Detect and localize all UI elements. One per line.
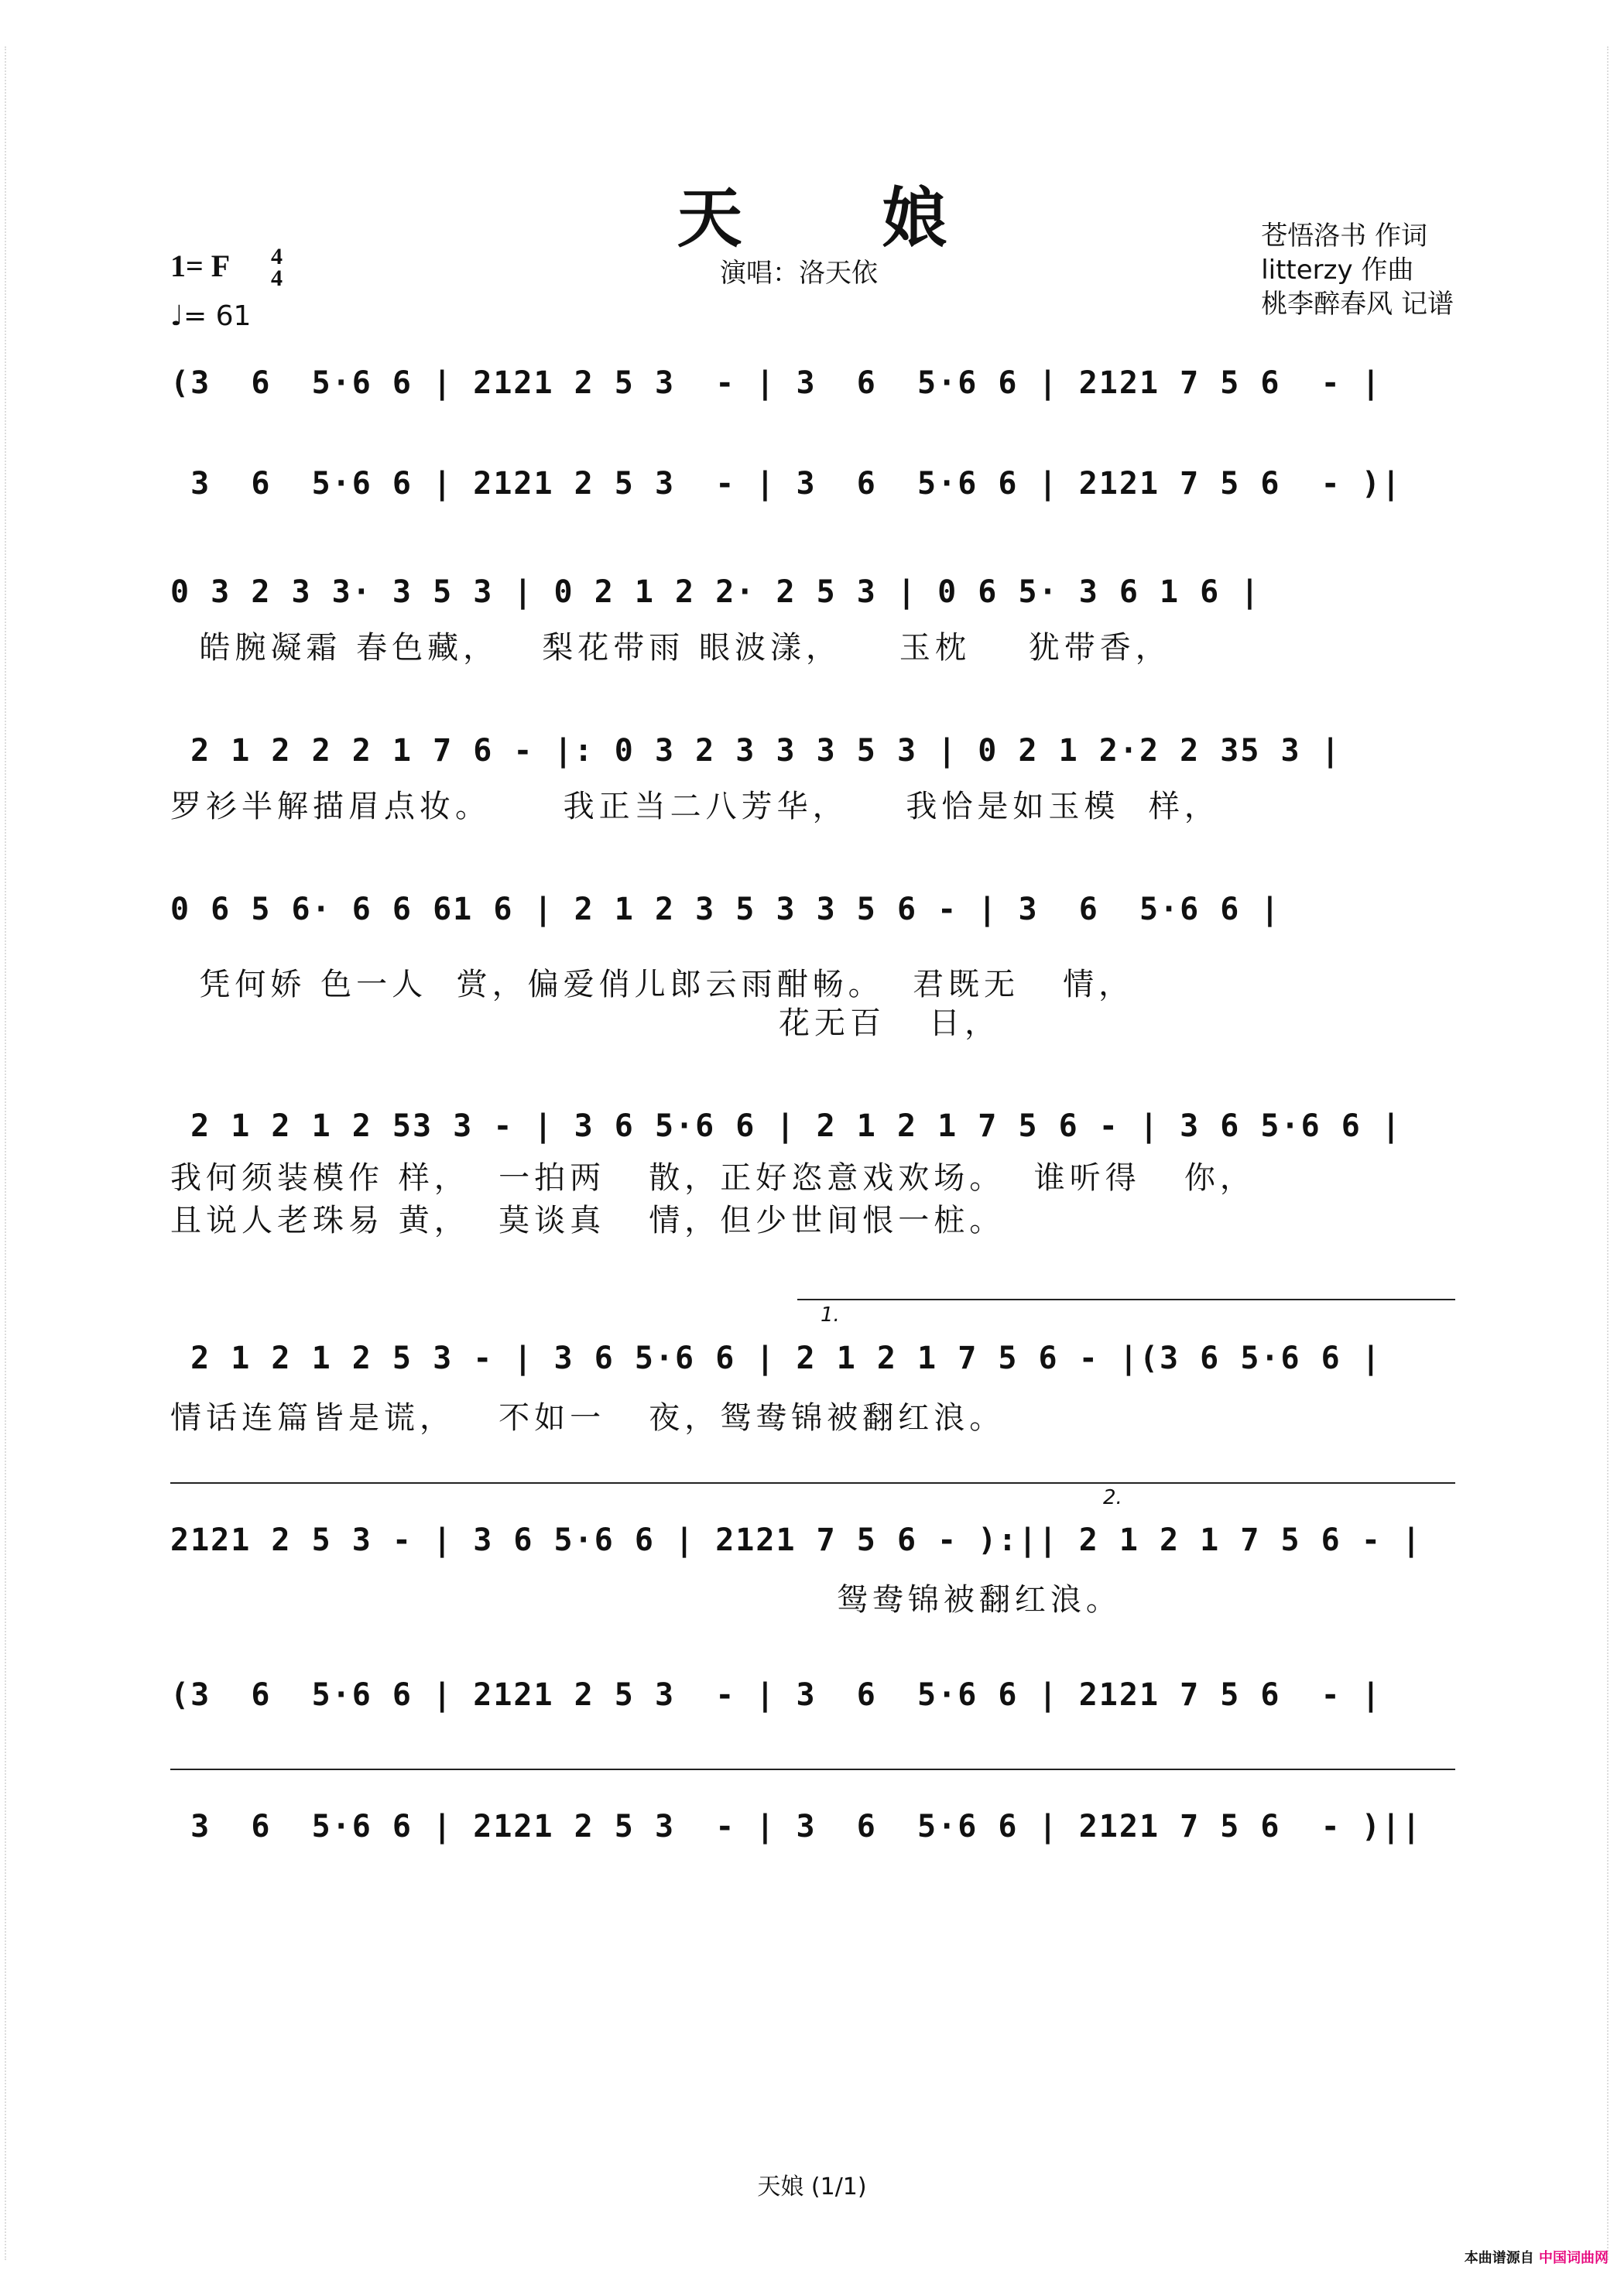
lyric-line: 我何须装模作 样， 一拍两 散，正好恣意戏欢场。 谁听得 你， — [170, 1160, 1256, 1196]
lyric-line: 罗衫半解描眉点妆。 我正当二八芳华， 我恰是如玉模 样， — [170, 789, 1220, 824]
lyric-line: 凭何娇 色一人 赏，偏爱俏儿郎云雨酣畅。 君既无 情， — [170, 967, 1135, 1002]
singer-line: 演唱：洛天依 — [720, 258, 878, 289]
score-system-1 — [170, 356, 1455, 410]
system-top-rule — [170, 1769, 1455, 1770]
score-system-4 — [170, 724, 1455, 832]
page-footer: 天娘 (1/1) — [757, 2173, 867, 2201]
first-ending-bracket-continued — [170, 1482, 1455, 1484]
time-signature-bottom: 4 — [271, 265, 283, 291]
composer-credit: litterzy 作曲 — [1261, 255, 1414, 286]
score-system-3 — [170, 565, 1455, 673]
source-watermark — [1465, 2247, 1609, 2267]
notation-line: 3 6 5·6 6 | 2121 2 5 3 - | 3 6 5·6 6 | 2121 7 5 6 - )| — [170, 466, 1403, 502]
score-system-7 — [170, 1331, 1455, 1440]
time-signature — [271, 246, 283, 289]
notation-line: (3 6 5·6 6 | 2121 2 5 3 - | 3 6 5·6 6 | 2121 7 5 6 - | — [170, 365, 1382, 401]
time-signature-top: 4 — [271, 244, 283, 269]
notation-line: 2 1 2 1 2 5 3 - | 3 6 5·6 6 | 2 1 2 1 7 5 6 - |(3 6 5·6 6 | — [170, 1341, 1382, 1376]
lyric-line: 鸳鸯锦被翻红浪。 — [170, 1582, 1122, 1618]
source-watermark-left: 本曲谱源自 — [1464, 2250, 1534, 2266]
key-signature: 1= F — [170, 248, 231, 283]
tempo-marking: ♩= 61 — [170, 300, 252, 332]
score-system-9 — [170, 1668, 1455, 1722]
right-margin-watermark — [1607, 46, 1619, 2260]
lyricist-credit: 苍悟洛书 作词 — [1261, 221, 1427, 252]
score-system-2 — [170, 457, 1455, 511]
notation-line: 2121 2 5 3 - | 3 6 5·6 6 | 2121 7 5 6 - ):|| 2 1 2 1 7 5 6 - | — [170, 1522, 1423, 1558]
lyric-line: 皓腕凝霜 春色藏， 梨花带雨 眼波漾， 玉枕 犹带香， — [170, 630, 1171, 666]
notation-line: 3 6 5·6 6 | 2121 2 5 3 - | 3 6 5·6 6 | 2121 7 5 6 - )|| — [170, 1809, 1423, 1844]
notation-line: 2 1 2 1 2 53 3 - | 3 6 5·6 6 | 2 1 2 1 7 5 6 - | 3 6 5·6 6 | — [170, 1108, 1403, 1144]
notation-line: (3 6 5·6 6 | 2121 2 5 3 - | 3 6 5·6 6 | 2121 7 5 6 - | — [170, 1677, 1382, 1713]
left-margin-watermark — [5, 46, 17, 2260]
notation-line: 0 3 2 3 3· 3 5 3 | 0 2 1 2 2· 2 5 3 | 0 6 5· 3 6 1 6 | — [170, 574, 1261, 610]
score-system-8 — [170, 1513, 1455, 1622]
first-ending-bracket — [797, 1299, 1455, 1300]
first-ending-label: 1. — [821, 1303, 840, 1327]
lyric-line: 情话连篇皆是谎， 不如一 夜，鸳鸯锦被翻红浪。 — [170, 1400, 1006, 1436]
lyric-line-verse-2: 且说人老珠易 黄， 莫谈真 情，但少世间恨一桩。 — [170, 1203, 1006, 1238]
lyric-line-verse-2: 花无百 日， — [170, 1005, 1001, 1041]
notation-line: 0 6 5 6· 6 6 61 6 | 2 1 2 3 5 3 3 5 6 - | 3 6 5·6 6 | — [170, 892, 1281, 927]
song-title: 天 娘 — [677, 180, 1006, 256]
credits-block — [1261, 219, 1454, 321]
score-system-6 — [170, 1099, 1455, 1262]
source-watermark-right: 中国词曲网 — [1539, 2250, 1609, 2266]
score-system-10 — [170, 1800, 1455, 1854]
transcriber-credit: 桃李醉春风 记谱 — [1261, 289, 1454, 320]
notation-line: 2 1 2 2 2 1 7 6 - |: 0 3 2 3 3 3 5 3 | 0 2 1 2·2 2 35 3 | — [170, 733, 1341, 769]
score-system-5 — [170, 882, 1455, 1045]
second-ending-label: 2. — [1103, 1486, 1122, 1509]
